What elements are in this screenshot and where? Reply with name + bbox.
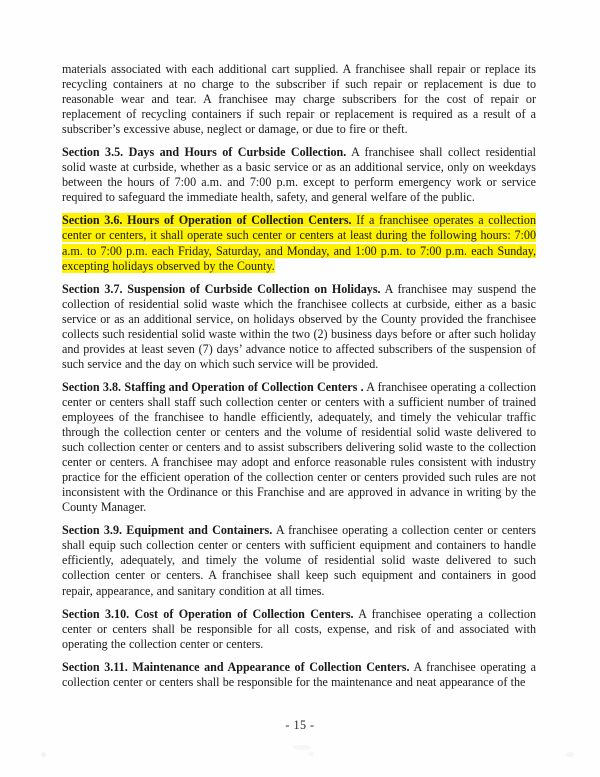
paragraph-body: A franchisee operating a collection center or centers shall staff such collection center or centers with a sufficient number of trained employees of the franchisee to handle efficiently, adequately, and timely the vehicular traffic through the collection center or centers and the volume of residential solid waste delivered to such collection center or centers and to assist subscribers delivering solid waste to the collection center or centers. A franchisee may adopt and enforce reasonable rules consistent with industry practice for the efficient operation of the collection center or centers provided such rules are not inconsistent with the Ordinance or this Franchise and are approved in advance in writing by the County Manager. bbox=[62, 379, 536, 515]
paragraph-section-3-8 bbox=[62, 380, 536, 515]
scan-artifact bbox=[293, 745, 311, 750]
paragraph-body: If a franchisee operates a collection center or centers, it shall operate such center or centers at least during the following hours: 7:00 a.m. to 7:00 p.m. each Friday, Saturday, and Monday, and 1:00 p.m. to 7:00 p.m. each Sunday, excepting holidays observed by the County. bbox=[62, 213, 536, 273]
section-heading: Section 3.6. Hours of Operation of Collection Centers. bbox=[62, 213, 352, 228]
section-heading: Section 3.10. Cost of Operation of Collection Centers. bbox=[62, 606, 354, 621]
paragraph-section-3-10 bbox=[62, 607, 536, 652]
paragraph-section-3-7 bbox=[62, 282, 536, 372]
page-number-footer: - 15 - bbox=[285, 718, 315, 732]
section-heading: Section 3.5. Days and Hours of Curbside Collection. bbox=[62, 145, 347, 160]
paragraph-body: A franchisee operating a collection center or centers shall equip such collection center or centers with sufficient equipment and containers to handle efficiently, adequately, and timely the volume of residential solid waste delivered to such collection center or centers. A franchisee shall keep such equipment and containers in good repair, appearance, and sanitary condition at all times. bbox=[62, 523, 536, 598]
paragraph-section-3-6-highlighted bbox=[62, 213, 536, 273]
paragraph-body: A franchisee operating a collection center or centers shall be responsible for all costs, expense, and risk of and associated with operating the collection center or centers. bbox=[62, 606, 537, 651]
scan-artifact bbox=[41, 752, 46, 757]
paragraph-section-3-5 bbox=[62, 145, 536, 205]
page-body-text bbox=[62, 62, 536, 690]
paragraph-carry-over bbox=[62, 62, 536, 137]
section-heading: Section 3.8. Staffing and Operation of Collection Centers . bbox=[62, 379, 364, 394]
section-heading: Section 3.7. Suspension of Curbside Collection on Holidays. bbox=[62, 281, 381, 296]
paragraph-body: A franchisee may suspend the collection of residential solid waste which the franchisee collects at curbside, either as a basic service or as an additional service, on holidays observed by the County provided the franchisee collects such residential solid waste within the two (2) business days before or after such holiday and provides at least seven (7) days’ advance notice to affected subscribers of the suspension of such service and the day on which such service will be provided. bbox=[62, 281, 536, 371]
paragraph-body: A franchisee shall collect residential solid waste at curbside, whether as a basic service or as an additional service, only on weekdays between the hours of 7:00 a.m. and 7:00 p.m. except to perform emergency work or service required to safeguard the immediate health, safety, and general welfare of the public. bbox=[62, 145, 536, 205]
paragraph-body: materials associated with each additional cart supplied. A franchisee shall repair or replace its recycling containers at no charge to the subscriber if such repair or replacement is due to reasonable wear and tear. A franchisee may charge subscribers for the cost of repair or replacement of recycling containers if such repair or replacement is required as a result of a subscriber’s excessive abuse, neglect or damage, or due to fire or theft. bbox=[62, 62, 536, 137]
scan-artifact bbox=[308, 752, 314, 756]
section-heading: Section 3.9. Equipment and Containers. bbox=[62, 523, 273, 538]
scan-artifact bbox=[566, 752, 574, 757]
paragraph-section-3-11 bbox=[62, 660, 536, 690]
paragraph-section-3-9 bbox=[62, 523, 536, 598]
section-heading: Section 3.11. Maintenance and Appearance of Collection Centers. bbox=[62, 659, 410, 674]
paragraph-body: A franchisee operating a collection center or centers shall be responsible for the maintenance and neat appearance of the bbox=[62, 659, 536, 689]
